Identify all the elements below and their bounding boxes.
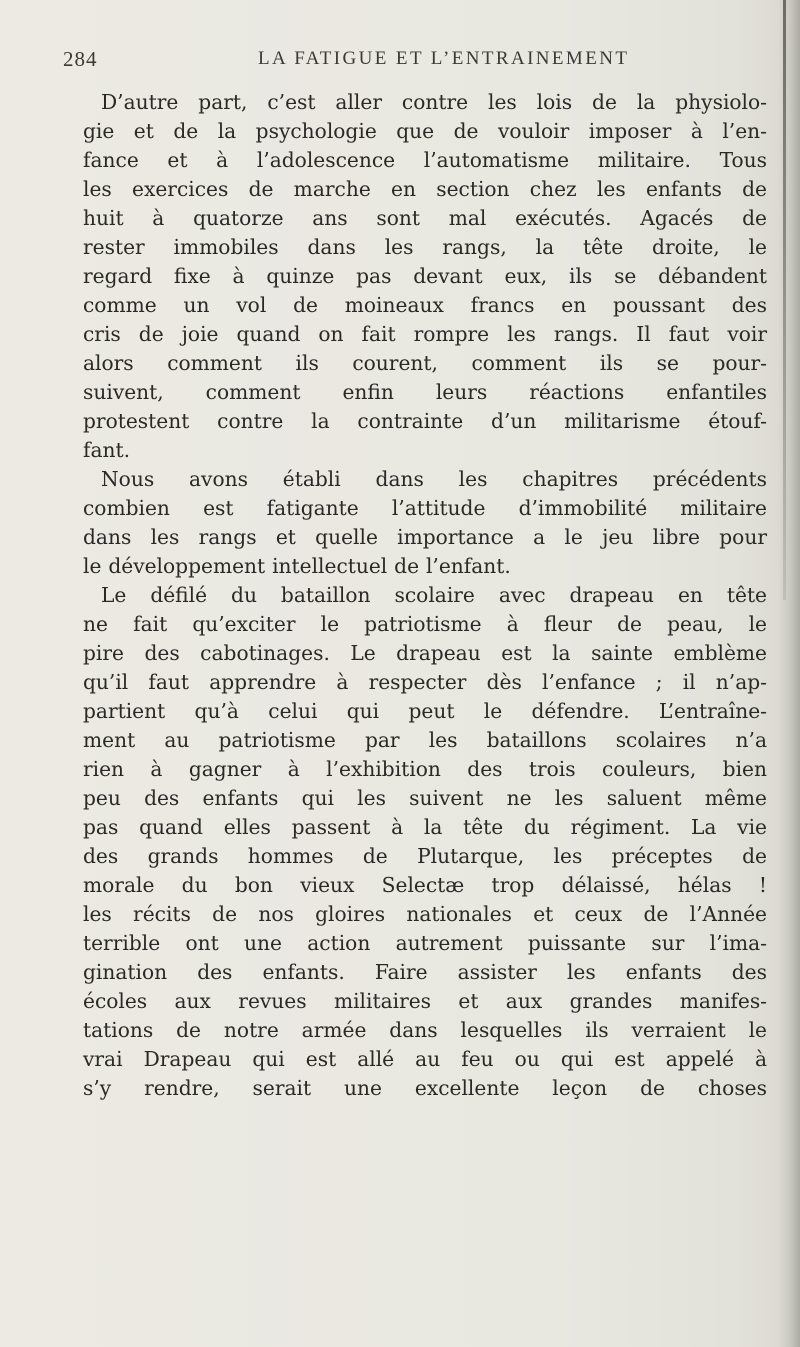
text-line: terrible ont une action autrement puissante sur l’ima-: [83, 931, 767, 955]
binding-edge: [783, 0, 786, 600]
text-line: rester immobiles dans les rangs, la tête droite, le: [83, 235, 767, 259]
text-line: des grands hommes de Plutarque, les préceptes de: [83, 844, 767, 868]
text-line: ne fait qu’exciter le patriotisme à fleur de peau, le: [83, 612, 767, 636]
text-line: alors comment ils courent, comment ils se pour-: [83, 351, 767, 375]
text-line: écoles aux revues militaires et aux grandes manifes-: [83, 989, 767, 1013]
page-number: 284: [63, 47, 98, 71]
text-line: dans les rangs et quelle importance a le jeu libre pour: [83, 525, 767, 549]
text-line: pas quand elles passent à la tête du régiment. La vie: [83, 815, 767, 839]
text-line: les exercices de marche en section chez les enfants de: [83, 177, 767, 201]
text-line: fant.: [83, 438, 131, 462]
text-line: le développement intellectuel de l’enfant.: [83, 554, 511, 578]
text-line: partient qu’à celui qui peut le défendre. L’entraîne-: [83, 699, 767, 723]
text-line: comme un vol de moineaux francs en poussant des: [83, 293, 767, 317]
text-line: qu’il faut apprendre à respecter dès l’enfance ; il n’ap-: [83, 670, 767, 694]
text-line: combien est fatigante l’attitude d’immobilité militaire: [83, 496, 767, 520]
running-title: LA FATIGUE ET L’ENTRAINEMENT: [258, 48, 630, 69]
text-line: ment au patriotisme par les bataillons scolaires n’a: [83, 728, 767, 752]
text-line: suivent, comment enfin leurs réactions enfantiles: [83, 380, 767, 404]
text-line: vrai Drapeau qui est allé au feu ou qui est appelé à: [83, 1047, 767, 1071]
page-edge-shadow: [778, 0, 800, 1347]
text-line: gination des enfants. Faire assister les enfants des: [83, 960, 767, 984]
text-line: morale du bon vieux Selectæ trop délaissé, hélas !: [83, 873, 767, 897]
page-header: [63, 47, 743, 79]
text-line: D’autre part, c’est aller contre les lois de la physiolo-: [101, 90, 767, 114]
text-line: tations de notre armée dans lesquelles ils verraient le: [83, 1018, 767, 1042]
text-line: peu des enfants qui les suivent ne les saluent même: [83, 786, 767, 810]
text-line: fance et à l’adolescence l’automatisme militaire. Tous: [83, 148, 767, 172]
text-line: huit à quatorze ans sont mal exécutés. Agacés de: [83, 206, 767, 230]
text-line: gie et de la psychologie que de vouloir imposer à l’en-: [83, 119, 767, 143]
text-line: les récits de nos gloires nationales et ceux de l’Année: [83, 902, 767, 926]
text-line: rien à gagner à l’exhibition des trois couleurs, bien: [83, 757, 767, 781]
text-line: Nous avons établi dans les chapitres précédents: [101, 467, 767, 491]
text-line: protestent contre la contrainte d’un militarisme étouf-: [83, 409, 767, 433]
body-text: [83, 88, 767, 1103]
text-line: cris de joie quand on fait rompre les rangs. Il faut voir: [83, 322, 767, 346]
text-line: s’y rendre, serait une excellente leçon de choses: [83, 1076, 767, 1100]
text-line: pire des cabotinages. Le drapeau est la sainte emblème: [83, 641, 767, 665]
text-line: Le défilé du bataillon scolaire avec drapeau en tête: [101, 583, 767, 607]
text-line: regard fixe à quinze pas devant eux, ils se débandent: [83, 264, 767, 288]
